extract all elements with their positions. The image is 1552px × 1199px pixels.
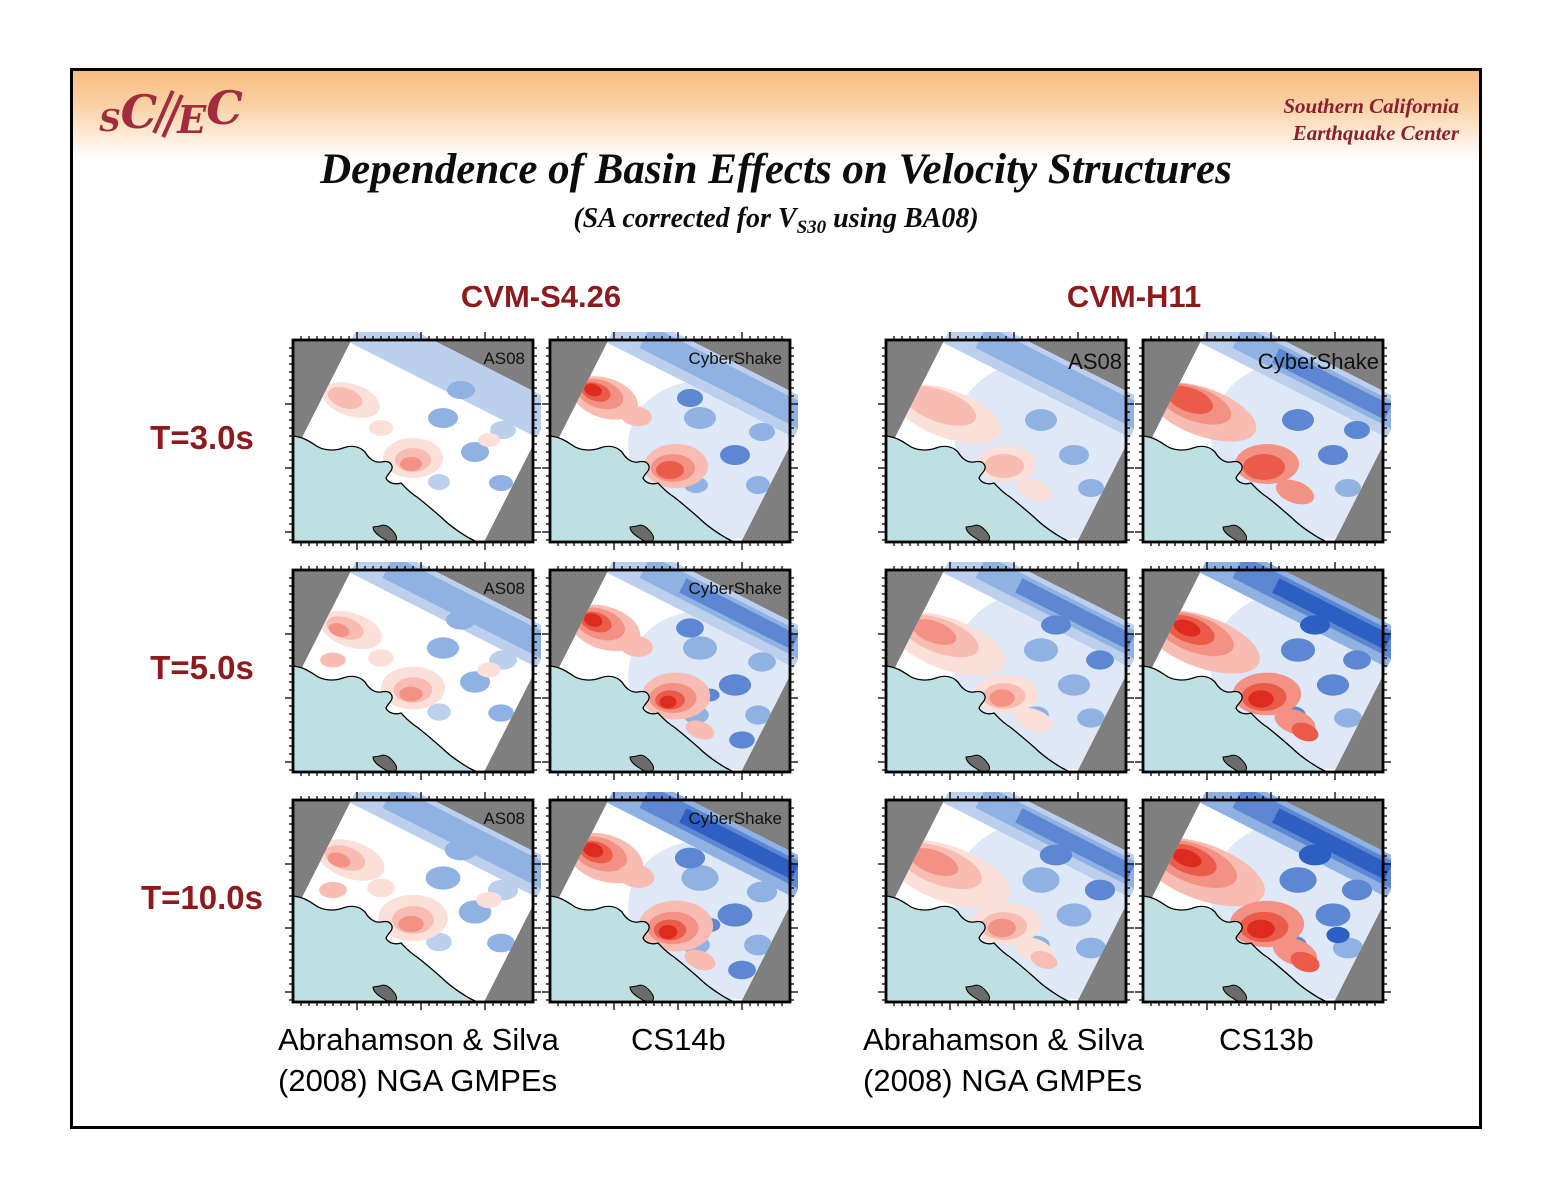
map-panel-r3c3 bbox=[878, 792, 1134, 1010]
subtitle-suffix: using BA08) bbox=[826, 203, 979, 234]
corner-label: AS08 bbox=[483, 349, 525, 368]
map-panel-r1c1 bbox=[285, 332, 541, 550]
map-panel-r3c1 bbox=[285, 792, 541, 1010]
row-label-period-1: T=3.0s bbox=[150, 419, 254, 456]
corner-label: CyberShake bbox=[688, 349, 782, 368]
corner-label: CyberShake bbox=[1257, 349, 1379, 374]
map-panel-r3c2 bbox=[542, 792, 798, 1010]
logo-letter-e: E bbox=[177, 97, 207, 142]
map-panel-r3c4 bbox=[1135, 792, 1391, 1010]
subtitle-prefix: (SA corrected for V bbox=[573, 203, 797, 234]
map-panel-r2c2 bbox=[542, 562, 798, 780]
slide-title: Dependence of Basin Effects on Velocity Structures bbox=[320, 146, 1232, 193]
scec-logo bbox=[99, 81, 243, 142]
logo-letter-c1: C bbox=[120, 85, 158, 139]
caption-cybershake-study: CS14b bbox=[631, 1022, 726, 1057]
column-header-cvm-h11: CVM-H11 bbox=[1066, 279, 1202, 314]
corner-label: AS08 bbox=[1068, 349, 1122, 374]
slide-subtitle bbox=[73, 203, 1479, 239]
row-label-period-2: T=5.0s bbox=[150, 649, 254, 686]
column-header-cvm-s426: CVM-S4.26 bbox=[460, 279, 622, 314]
map-panel-r2c4 bbox=[1135, 562, 1391, 780]
corner-label: AS08 bbox=[483, 809, 525, 828]
corner-label: AS08 bbox=[483, 579, 525, 598]
org-name bbox=[1283, 93, 1459, 147]
caption-gmpe-model: Abrahamson & Silva (2008) NGA GMPEs bbox=[278, 1022, 559, 1098]
logo-letter-s: S bbox=[99, 104, 121, 139]
map-panel-r1c2 bbox=[542, 332, 798, 550]
org-name-line2: Earthquake Center bbox=[1292, 121, 1459, 145]
subtitle-subscript: S30 bbox=[796, 217, 827, 238]
caption-gmpe-model: Abrahamson & Silva (2008) NGA GMPEs bbox=[863, 1022, 1144, 1098]
logo-letter-c2: C bbox=[206, 81, 243, 135]
map-panel-r2c1 bbox=[285, 562, 541, 780]
row-label-period-3: T=10.0s bbox=[140, 879, 263, 916]
caption-cybershake-study: CS13b bbox=[1219, 1022, 1314, 1057]
corner-label: CyberShake bbox=[688, 579, 782, 598]
map-panel-r2c3 bbox=[878, 562, 1134, 780]
org-name-line1: Southern California bbox=[1283, 94, 1459, 118]
corner-label: CyberShake bbox=[688, 809, 782, 828]
map-panel-r1c4 bbox=[1135, 332, 1391, 550]
map-panel-r1c3 bbox=[878, 332, 1134, 550]
slide-frame bbox=[70, 68, 1482, 1129]
